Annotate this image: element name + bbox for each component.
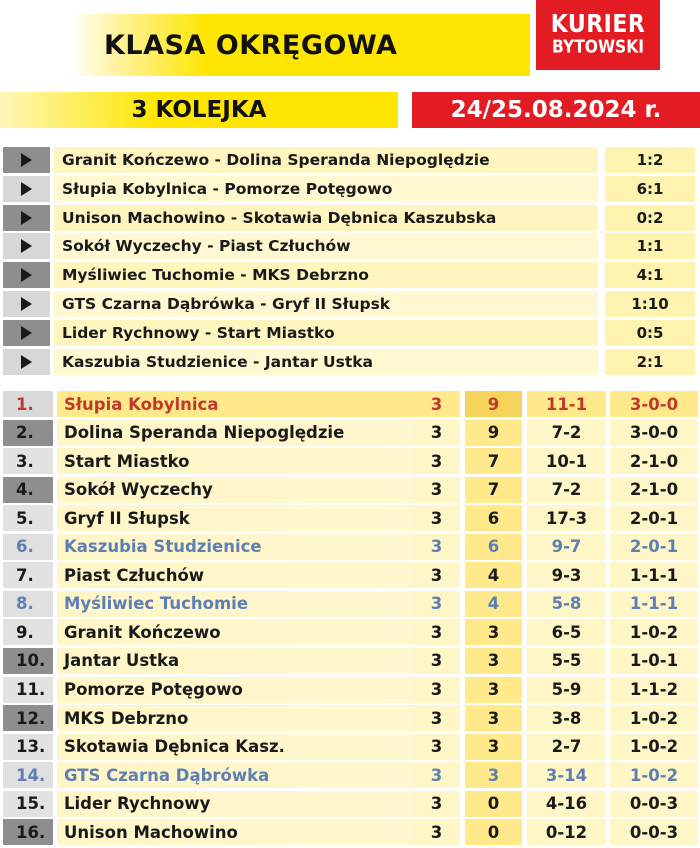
table-position: 5. <box>3 505 53 531</box>
match-score: 0:2 <box>605 205 695 231</box>
round-label: 3 KOLEJKA <box>131 97 267 123</box>
table-record: 2-1-0 <box>610 448 698 474</box>
play-triangle-icon <box>21 239 32 253</box>
table-team: Granit Kończewo <box>57 619 413 645</box>
table-row <box>0 534 700 560</box>
table-points: 3 <box>465 705 522 731</box>
table-row <box>0 705 700 731</box>
table-points: 0 <box>465 819 522 845</box>
table-record: 2-0-1 <box>610 534 698 560</box>
table-team: MKS Debrzno <box>57 705 413 731</box>
table-record: 0-0-3 <box>610 791 698 817</box>
table-goals: 5-5 <box>527 648 606 674</box>
logo-line-2: BYTOWSKI <box>552 36 644 58</box>
table-points: 3 <box>465 619 522 645</box>
table-played: 3 <box>413 591 460 617</box>
table-record: 2-0-1 <box>610 505 698 531</box>
table-record: 1-0-2 <box>610 762 698 788</box>
table-team: GTS Czarna Dąbrówka <box>57 762 413 788</box>
table-record: 1-0-2 <box>610 619 698 645</box>
match-teams: Słupia Kobylnica - Pomorze Potęgowo <box>54 176 598 202</box>
table-team: Unison Machowino <box>57 819 413 845</box>
table-team: Piast Człuchów <box>57 562 413 588</box>
match-teams: Sokół Wyczechy - Piast Człuchów <box>54 233 598 259</box>
match-row <box>0 320 700 346</box>
table-played: 3 <box>413 619 460 645</box>
table-record: 3-0-0 <box>610 391 698 417</box>
table-position: 14. <box>3 762 53 788</box>
match-marker <box>3 262 50 288</box>
table-goals: 0-12 <box>527 819 606 845</box>
table-played: 3 <box>413 562 460 588</box>
table-position: 12. <box>3 705 53 731</box>
play-triangle-icon <box>21 355 32 369</box>
table-points: 9 <box>465 391 522 417</box>
table-team: Słupia Kobylnica <box>57 391 413 417</box>
table-points: 7 <box>465 448 522 474</box>
table-goals: 11-1 <box>527 391 606 417</box>
table-points: 3 <box>465 677 522 703</box>
logo-line-1: KURIER <box>550 10 646 40</box>
table-team: Jantar Ustka <box>57 648 413 674</box>
table-played: 3 <box>413 448 460 474</box>
table-goals: 7-2 <box>527 477 606 503</box>
table-position: 13. <box>3 734 53 760</box>
table-position: 2. <box>3 420 53 446</box>
title-banner <box>70 14 530 76</box>
table-row <box>0 819 700 845</box>
table-position: 3. <box>3 448 53 474</box>
table-points: 4 <box>465 562 522 588</box>
table-position: 15. <box>3 791 53 817</box>
match-row <box>0 262 700 288</box>
match-teams: GTS Czarna Dąbrówka - Gryf II Słupsk <box>54 291 598 317</box>
table-record: 1-0-2 <box>610 705 698 731</box>
table-row <box>0 619 700 645</box>
match-marker <box>3 205 50 231</box>
play-triangle-icon <box>21 153 32 167</box>
table-position: 10. <box>3 648 53 674</box>
table-goals: 2-7 <box>527 734 606 760</box>
table-row <box>0 448 700 474</box>
table-played: 3 <box>413 734 460 760</box>
play-triangle-icon <box>21 182 32 196</box>
round-date: 24/25.08.2024 r. <box>450 97 662 123</box>
table-played: 3 <box>413 534 460 560</box>
match-row <box>0 291 700 317</box>
table-goals: 4-16 <box>527 791 606 817</box>
table-position: 9. <box>3 619 53 645</box>
table-team: Dolina Speranda Niepoględzie <box>57 420 413 446</box>
table-goals: 3-14 <box>527 762 606 788</box>
play-triangle-icon <box>21 297 32 311</box>
match-row <box>0 349 700 375</box>
table-goals: 10-1 <box>527 448 606 474</box>
table-played: 3 <box>413 762 460 788</box>
table-goals: 7-2 <box>527 420 606 446</box>
match-teams: Unison Machowino - Skotawia Dębnica Kaszubska <box>54 205 598 231</box>
table-position: 6. <box>3 534 53 560</box>
round-banner <box>0 92 398 128</box>
page-title: KLASA OKRĘGOWA <box>104 29 398 61</box>
table-row <box>0 477 700 503</box>
table-goals: 17-3 <box>527 505 606 531</box>
table-position: 1. <box>3 391 53 417</box>
play-triangle-icon <box>21 211 32 225</box>
table-position: 16. <box>3 819 53 845</box>
match-marker <box>3 349 50 375</box>
table-row <box>0 762 700 788</box>
match-teams: Lider Rychnowy - Start Miastko <box>54 320 598 346</box>
table-record: 1-1-1 <box>610 562 698 588</box>
table-played: 3 <box>413 677 460 703</box>
table-row <box>0 648 700 674</box>
match-marker <box>3 233 50 259</box>
table-team: Gryf II Słupsk <box>57 505 413 531</box>
table-row <box>0 391 700 417</box>
table-points: 6 <box>465 505 522 531</box>
table-played: 3 <box>413 648 460 674</box>
table-team: Myśliwiec Tuchomie <box>57 591 413 617</box>
table-played: 3 <box>413 391 460 417</box>
match-marker <box>3 320 50 346</box>
table-row <box>0 734 700 760</box>
table-team: Skotawia Dębnica Kasz. <box>57 734 413 760</box>
match-marker <box>3 147 50 173</box>
table-goals: 3-8 <box>527 705 606 731</box>
match-row <box>0 205 700 231</box>
table-points: 4 <box>465 591 522 617</box>
table-points: 3 <box>465 762 522 788</box>
match-row <box>0 176 700 202</box>
table-position: 4. <box>3 477 53 503</box>
match-teams: Myśliwiec Tuchomie - MKS Debrzno <box>54 262 598 288</box>
match-score: 4:1 <box>605 262 695 288</box>
play-triangle-icon <box>21 268 32 282</box>
table-team: Kaszubia Studzienice <box>57 534 413 560</box>
table-goals: 9-7 <box>527 534 606 560</box>
table-row <box>0 677 700 703</box>
match-score: 1:1 <box>605 233 695 259</box>
table-points: 3 <box>465 734 522 760</box>
table-played: 3 <box>413 420 460 446</box>
kurier-bytowski-logo <box>536 0 660 70</box>
match-score: 0:5 <box>605 320 695 346</box>
match-teams: Granit Kończewo - Dolina Speranda Niepoględzie <box>54 147 598 173</box>
table-team: Start Miastko <box>57 448 413 474</box>
table-played: 3 <box>413 505 460 531</box>
table-played: 3 <box>413 477 460 503</box>
table-row <box>0 505 700 531</box>
table-points: 0 <box>465 791 522 817</box>
match-score: 1:10 <box>605 291 695 317</box>
match-score: 6:1 <box>605 176 695 202</box>
table-row <box>0 420 700 446</box>
table-points: 3 <box>465 648 522 674</box>
table-record: 1-1-1 <box>610 591 698 617</box>
table-points: 7 <box>465 477 522 503</box>
match-marker <box>3 291 50 317</box>
table-team: Sokół Wyczechy <box>57 477 413 503</box>
table-row <box>0 791 700 817</box>
table-record: 1-0-1 <box>610 648 698 674</box>
match-teams: Kaszubia Studzienice - Jantar Ustka <box>54 349 598 375</box>
table-points: 6 <box>465 534 522 560</box>
table-position: 8. <box>3 591 53 617</box>
table-record: 0-0-3 <box>610 819 698 845</box>
table-goals: 5-8 <box>527 591 606 617</box>
match-score: 2:1 <box>605 349 695 375</box>
match-row <box>0 147 700 173</box>
table-record: 2-1-0 <box>610 477 698 503</box>
table-goals: 5-9 <box>527 677 606 703</box>
table-played: 3 <box>413 791 460 817</box>
table-position: 7. <box>3 562 53 588</box>
table-team: Lider Rychnowy <box>57 791 413 817</box>
table-record: 1-1-2 <box>610 677 698 703</box>
table-row <box>0 591 700 617</box>
table-played: 3 <box>413 819 460 845</box>
table-goals: 6-5 <box>527 619 606 645</box>
date-banner <box>412 92 700 128</box>
table-position: 11. <box>3 677 53 703</box>
table-team: Pomorze Potęgowo <box>57 677 413 703</box>
play-triangle-icon <box>21 326 32 340</box>
table-played: 3 <box>413 705 460 731</box>
match-score: 1:2 <box>605 147 695 173</box>
table-record: 1-0-2 <box>610 734 698 760</box>
match-row <box>0 233 700 259</box>
table-goals: 9-3 <box>527 562 606 588</box>
table-points: 9 <box>465 420 522 446</box>
table-row <box>0 562 700 588</box>
table-record: 3-0-0 <box>610 420 698 446</box>
match-marker <box>3 176 50 202</box>
